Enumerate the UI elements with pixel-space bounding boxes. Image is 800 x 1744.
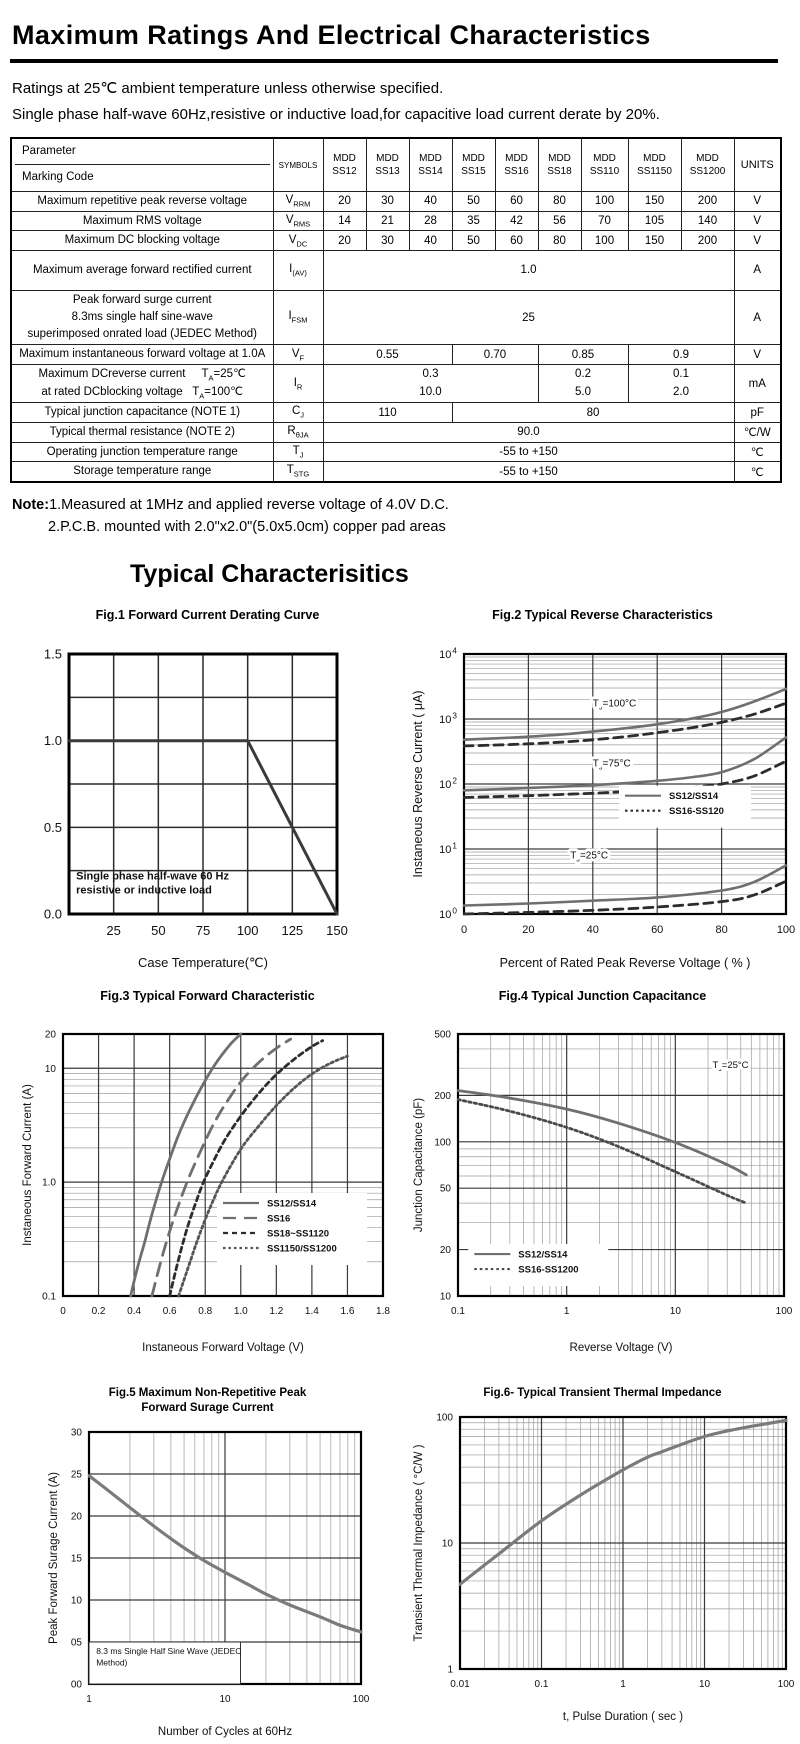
svg-text:Instaneous Forward Current (A: Instaneous Forward Current (A) (21, 1084, 34, 1246)
value-cell: 0.1 2.0 (628, 365, 734, 403)
figure-6-chart (408, 1409, 798, 1729)
symbol-cell: $V_{RRM}$ (273, 192, 323, 212)
chart-fig1 (43, 646, 347, 969)
svg-text:100: 100 (433, 1137, 451, 1149)
value-cell: 80 (538, 192, 581, 212)
svg-text:TJ​=25°C: $T_J=25^\circ C$ (569, 849, 608, 863)
value-cell: 100 (581, 231, 628, 251)
svg-text:1.5: 1.5 (43, 646, 62, 662)
table-row (11, 422, 781, 442)
table-row (11, 231, 781, 251)
device-header-ss15: MDD SS15 (452, 138, 495, 192)
svg-text:25: 25 (70, 1469, 82, 1481)
svg-text:TJ​=100°C: $T_J=100^\circ C$ (592, 698, 636, 712)
value-cell: 0.55 (323, 345, 452, 365)
figure-3-chart (17, 1026, 399, 1360)
svg-text:20: 20 (70, 1511, 82, 1523)
svg-text:0.6: 0.6 (162, 1305, 177, 1317)
svg-text:0: 0 (460, 923, 467, 936)
param-cell: Maximum average forward rectified current (11, 251, 273, 291)
svg-text:Number of Cycles at 60Hz: Number of Cycles at 60Hz (157, 1725, 292, 1738)
svg-text:20: 20 (521, 923, 535, 936)
svg-text:10: 10 (218, 1693, 231, 1705)
param-cell: Maximum instantaneous forward voltage at 1.0A (11, 345, 273, 365)
value-cell: 35 (452, 211, 495, 231)
value-cell: 110 (323, 403, 452, 423)
chart-fig4 (413, 1029, 793, 1354)
svg-text:1.0: 1.0 (233, 1305, 248, 1317)
section-title: Typical Characterisitics (130, 560, 409, 589)
value-cell: 100 (581, 192, 628, 212)
table-row (11, 251, 781, 291)
svg-text:Reverse Voltage (V): Reverse Voltage (V) (569, 1341, 672, 1354)
table-row (11, 192, 781, 212)
svg-text:1.0: 1.0 (41, 1177, 56, 1189)
param-cell: Maximum DC blocking voltage (11, 231, 273, 251)
note-label: Note: (12, 496, 50, 513)
figure-4-chart (408, 1026, 798, 1360)
svg-text:0.01: 0.01 (449, 1678, 470, 1690)
unit-cell: ℃/W (734, 422, 781, 442)
value-cell: 60 (495, 231, 538, 251)
svg-text:TJ​=25°C: $T_J=25^\circ C$ (712, 1060, 749, 1073)
svg-text:0.2: 0.2 (91, 1305, 106, 1317)
svg-text:25: 25 (105, 922, 121, 938)
symbol-cell: $C_J$ (273, 403, 323, 423)
value-cell: 0.3 10.0 (323, 365, 538, 403)
svg-text:1: 1 (619, 1678, 626, 1690)
svg-text:SS12/SS14: SS12/SS14 (266, 1198, 316, 1210)
value-cell: 30 (366, 192, 409, 212)
svg-text:30: 30 (70, 1427, 82, 1439)
device-header-ss18: MDD SS18 (538, 138, 581, 192)
device-header-ss14: MDD SS14 (409, 138, 452, 192)
svg-text:100: 100 (435, 1412, 453, 1424)
value-cell: 80 (452, 403, 734, 423)
svg-text:Junction Capacitance (pF): Junction Capacitance (pF) (412, 1097, 425, 1233)
svg-text:10: 10 (439, 1291, 451, 1303)
param-cell: Maximum RMS voltage (11, 211, 273, 231)
title-underline (10, 59, 778, 63)
svg-text:0.0: 0.0 (43, 906, 62, 922)
svg-text:resistive or inductive load: resistive or inductive load (75, 883, 212, 896)
unit-cell: V (734, 211, 781, 231)
symbol-cell: $V_{RMS}$ (273, 211, 323, 231)
svg-text:200: 200 (433, 1090, 451, 1102)
svg-text:SS16: SS16 (266, 1213, 290, 1225)
svg-text:1: 1 (85, 1693, 92, 1705)
figure-6-title: Fig.6- Typical Transient Thermal Impedance (483, 1386, 722, 1399)
svg-text:100: 100 (775, 1305, 792, 1317)
svg-text:104​: $10^4$ (438, 646, 457, 661)
chart-legend (619, 785, 751, 827)
value-cell: 20 (323, 192, 366, 212)
svg-text:1.4: 1.4 (304, 1305, 319, 1317)
value-cell: 1.0 (323, 251, 734, 291)
value-cell: 90.0 (323, 422, 734, 442)
svg-text:100: 100 (236, 922, 259, 938)
table-row (11, 290, 781, 345)
svg-text:100: 100 (776, 923, 795, 936)
unit-cell: A (734, 290, 781, 345)
svg-text:SS12/SS14: SS12/SS14 (668, 790, 718, 802)
value-cell: 0.2 5.0 (538, 365, 628, 403)
figure-1 (10, 595, 405, 975)
svg-text:1.8: 1.8 (375, 1305, 390, 1317)
svg-text:20: 20 (44, 1029, 56, 1041)
svg-text:60: 60 (650, 923, 663, 936)
table-row (11, 345, 781, 365)
value-cell: 80 (538, 231, 581, 251)
series-SS12/SS14 (458, 1090, 746, 1174)
figure-2-chart (408, 646, 798, 976)
value-cell: 21 (366, 211, 409, 231)
svg-text:75: 75 (195, 922, 210, 938)
chart-legend (468, 1244, 608, 1286)
svg-text:SS1150/SS1200: SS1150/SS1200 (266, 1243, 337, 1255)
value-cell: 28 (409, 211, 452, 231)
svg-text:Percent of Rated Peak Reverse: Percent of Rated Peak Reverse Voltage ( % ) (499, 955, 750, 970)
device-header-ss13: MDD SS13 (366, 138, 409, 192)
value-cell: 42 (495, 211, 538, 231)
chart-fig6 (413, 1412, 795, 1723)
table-row (11, 403, 781, 423)
table-row (11, 365, 781, 403)
param-cell: Operating junction temperature range (11, 442, 273, 462)
unit-cell: ℃ (734, 442, 781, 462)
note-line-2: 2.P.C.B. mounted with 2.0"x2.0"(5.0x5.0cm) copper pad areas (48, 518, 446, 535)
value-cell: 105 (628, 211, 681, 231)
value-cell: 0.70 (452, 345, 538, 365)
parameter-label: Parameter (15, 140, 270, 165)
svg-text:500: 500 (433, 1029, 451, 1041)
figure-5-chart (43, 1424, 373, 1744)
svg-text:50: 50 (150, 922, 166, 938)
svg-text:1.0: 1.0 (43, 732, 62, 748)
table-row (11, 462, 781, 482)
note-1-text: 1.Measured at 1MHz and applied reverse voltage of 4.0V D.C. (49, 496, 449, 513)
device-header-ss1200: MDD SS1200 (681, 138, 734, 192)
svg-text:t, Pulse Duration ( sec ): t, Pulse Duration ( sec ) (562, 1710, 683, 1723)
value-cell: 140 (681, 211, 734, 231)
svg-text:Instaneous Forward Voltage (V): Instaneous Forward Voltage (V) (141, 1341, 304, 1354)
value-cell: 30 (366, 231, 409, 251)
svg-text:100​: $10^0$ (438, 906, 457, 921)
svg-text:102​: $10^2$ (438, 776, 457, 791)
unit-cell: pF (734, 403, 781, 423)
unit-cell: A (734, 251, 781, 291)
svg-text:20: 20 (439, 1244, 451, 1256)
symbol-cell: $T_J$ (273, 442, 323, 462)
table-row (11, 211, 781, 231)
svg-text:80: 80 (714, 923, 728, 936)
figure-6 (405, 1360, 800, 1744)
svg-text:101​: $10^1$ (438, 841, 457, 856)
param-cell: Storage temperature range (11, 462, 273, 482)
symbol-cell: $I_{FSM}$ (273, 290, 323, 345)
unit-cell: V (734, 192, 781, 212)
device-header-ss1150: MDD SS1150 (628, 138, 681, 192)
value-cell: 0.9 (628, 345, 734, 365)
value-cell: 0.85 (538, 345, 628, 365)
symbols-header: SYMBOLS (273, 138, 323, 192)
svg-text:Instaneous Reverse Current ( μ: Instaneous Reverse Current ( μA) (410, 690, 425, 878)
figure-1-title: Fig.1 Forward Current Derating Curve (95, 608, 320, 623)
figure-4-title: Fig.4 Typical Junction Capacitance (498, 988, 707, 1003)
param-cell: Typical thermal resistance (NOTE 2) (11, 422, 273, 442)
svg-text:Transient Thermal Impedance (: Transient Thermal Impedance ( °C/W ) (412, 1444, 425, 1642)
svg-text:1.6: 1.6 (339, 1305, 354, 1317)
header-row (11, 138, 781, 192)
svg-text:10: 10 (669, 1305, 681, 1317)
table-row (11, 442, 781, 462)
svg-text:100: 100 (352, 1693, 369, 1705)
chart-fig2 (411, 646, 795, 969)
figure-3-title: Fig.3 Typical Forward Characteristic (100, 988, 315, 1003)
param-cell: Peak forward surge current 8.3ms single half sine-wave superimposed onrated load (JEDEC Method) (11, 290, 273, 345)
svg-text:0.8: 0.8 (197, 1305, 212, 1317)
svg-text:100: 100 (777, 1678, 794, 1690)
svg-text:8.3 ms Single Half Sine Wave (: 8.3 ms Single Half Sine Wave (JEDEC (95, 1645, 241, 1656)
value-cell: 200 (681, 231, 734, 251)
svg-text:SS16-SS120: SS16-SS120 (668, 805, 724, 817)
unit-cell: V (734, 345, 781, 365)
unit-cell: V (734, 231, 781, 251)
svg-text:1: 1 (446, 1664, 453, 1676)
units-header: UNITS (734, 138, 781, 192)
svg-text:10: 10 (441, 1538, 453, 1550)
device-header-ss16: MDD SS16 (495, 138, 538, 192)
svg-text:10: 10 (70, 1595, 82, 1607)
svg-text:150: 150 (325, 922, 348, 938)
svg-text:Case Temperature(℃): Case Temperature(℃) (137, 954, 268, 970)
symbol-cell: $I_{(AV)}$ (273, 251, 323, 291)
value-cell: -55 to +150 (323, 462, 734, 482)
chart-fig5 (48, 1427, 370, 1738)
intro-line-1: Ratings at 25℃ ambient temperature unless otherwise specified. (12, 80, 444, 97)
svg-text:Method): Method) (95, 1657, 127, 1668)
svg-text:0.1: 0.1 (450, 1305, 465, 1317)
intro-line-2: Single phase half-wave 60Hz,resistive or inductive load,for capacitive load current derate by 20%. (12, 106, 660, 123)
figure-5 (10, 1360, 405, 1744)
svg-text:40: 40 (586, 923, 599, 936)
value-cell: 20 (323, 231, 366, 251)
svg-text:SS18~SS1120: SS18~SS1120 (266, 1228, 329, 1240)
svg-text:Single phase half-wave 60 Hz: Single phase half-wave 60 Hz (75, 869, 229, 882)
svg-text:SS12/SS14: SS12/SS14 (517, 1249, 567, 1261)
value-cell: 56 (538, 211, 581, 231)
value-cell: 200 (681, 192, 734, 212)
chart-legend (217, 1193, 367, 1265)
figures-grid (10, 595, 800, 1743)
svg-text:1.2: 1.2 (268, 1305, 283, 1317)
series-SS12/SS14 TJ=100C (464, 689, 786, 740)
svg-text:10: 10 (698, 1678, 710, 1690)
marking-code-label: Marking Code (22, 171, 94, 183)
svg-text:TJ​=75°C: $T_J=75^\circ C$ (592, 758, 631, 772)
svg-text:0.1: 0.1 (534, 1678, 548, 1690)
param-cell: Maximum DCreverse current $T_A=25℃$ at rated DCblocking voltage $T_A=100℃$ (11, 365, 273, 403)
svg-text:0.4: 0.4 (126, 1305, 141, 1317)
page-title: Maximum Ratings And Electrical Characteristics (12, 20, 651, 50)
value-cell: -55 to +150 (323, 442, 734, 462)
chart-series (458, 1090, 746, 1203)
symbol-cell: $V_{DC}$ (273, 231, 323, 251)
figure-2 (405, 595, 800, 975)
svg-text:10: 10 (44, 1063, 56, 1075)
svg-text:Peak Forward Surage Current (A: Peak Forward Surage Current (A) (47, 1471, 60, 1644)
note-line-1 (12, 495, 782, 517)
parameter-header (11, 138, 273, 192)
symbol-cell: $V_F$ (273, 345, 323, 365)
svg-text:103​: $10^3$ (438, 711, 457, 726)
svg-text:50: 50 (439, 1183, 451, 1195)
figure-2-title: Fig.2 Typical Reverse Characteristics (492, 608, 713, 623)
notes (12, 495, 782, 539)
chart-grid (460, 1417, 786, 1669)
value-cell: 14 (323, 211, 366, 231)
figure-3 (10, 976, 405, 1360)
param-cell: Maximum repetitive peak reverse voltage (11, 192, 273, 212)
svg-text:0: 0 (59, 1305, 66, 1317)
figure-4 (405, 976, 800, 1360)
value-cell: 40 (409, 192, 452, 212)
value-cell: 50 (452, 231, 495, 251)
figure-5-title: Fig.5 Maximum Non-Repetitive Peak Forward Surage Current (108, 1386, 307, 1414)
param-cell: Typical junction capacitance (NOTE 1) (11, 403, 273, 423)
svg-text:125: 125 (280, 922, 303, 938)
symbol-cell: $I_R$ (273, 365, 323, 403)
symbol-cell: $T_{STG}$ (273, 462, 323, 482)
svg-text:1: 1 (563, 1305, 569, 1317)
svg-text:SS16-SS1200: SS16-SS1200 (517, 1264, 579, 1276)
value-cell: 150 (628, 192, 681, 212)
value-cell: 70 (581, 211, 628, 231)
svg-text:05: 05 (70, 1637, 82, 1649)
svg-text:0.5: 0.5 (43, 819, 62, 835)
svg-text:00: 00 (70, 1679, 82, 1691)
symbol-cell: $R_{\theta JA}$ (273, 422, 323, 442)
figure-1-chart (23, 646, 393, 976)
device-header-ss12: MDD SS12 (323, 138, 366, 192)
unit-cell: ℃ (734, 462, 781, 482)
value-cell: 60 (495, 192, 538, 212)
chart-fig3 (22, 1029, 390, 1354)
svg-text:15: 15 (70, 1553, 82, 1565)
value-cell: 40 (409, 231, 452, 251)
ratings-table (10, 137, 782, 483)
svg-text:0.1: 0.1 (41, 1291, 56, 1303)
value-cell: 25 (323, 290, 734, 345)
value-cell: 50 (452, 192, 495, 212)
value-cell: 150 (628, 231, 681, 251)
device-header-ss110: MDD SS110 (581, 138, 628, 192)
unit-cell: mA (734, 365, 781, 403)
